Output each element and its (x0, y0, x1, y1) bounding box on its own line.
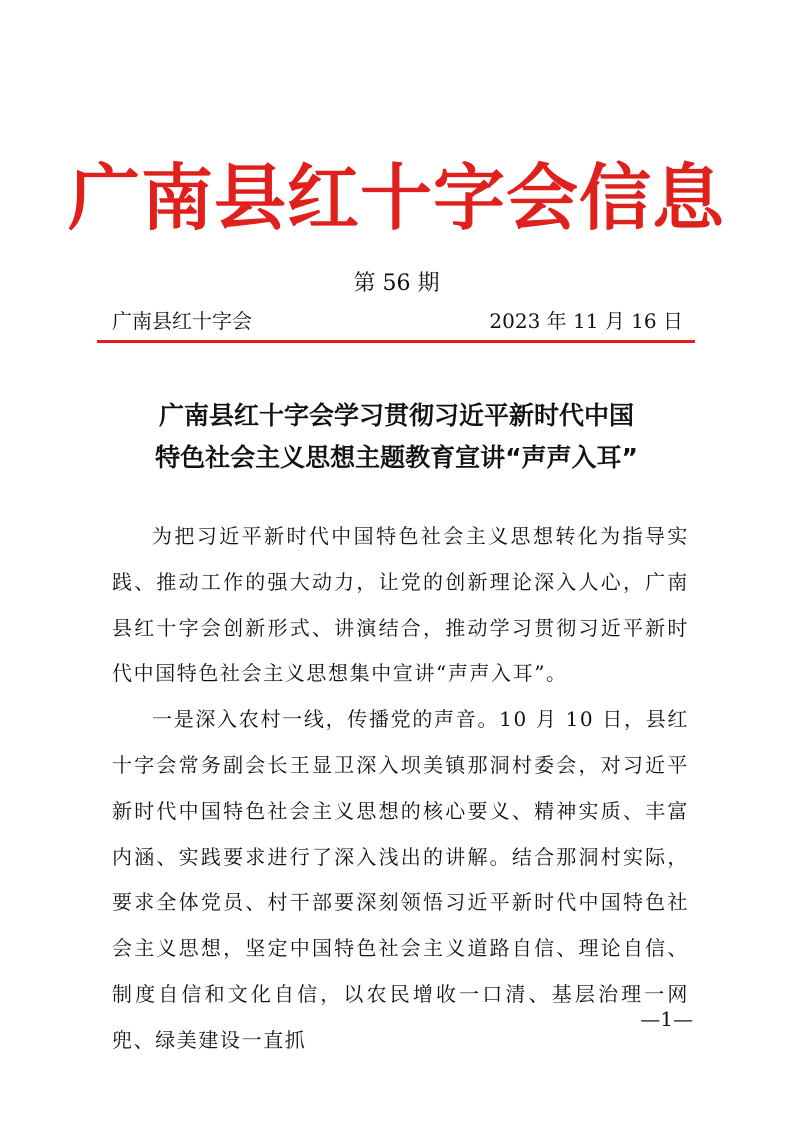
article-title-line: 特色社会主义思想主题教育宣讲“声声入耳” (155, 443, 638, 472)
page-number: —1— (640, 1007, 693, 1031)
issue-date: 2023 年 11 月 16 日 (489, 309, 683, 333)
article-title-line: 广南县红十字会学习贯彻习近平新时代中国 (158, 401, 634, 430)
body-paragraph: 为把习近平新时代中国特色社会主义思想转化为指导实践、推动工作的强大动力，让党的创新理论深入人心，广南县红十字会创新形式、讲演结合，推动学习贯彻习近平新时代中国特色社会主义思想集中宣讲“声声入耳”。 (112, 524, 689, 686)
masthead-title: 广南县红十字会信息 (67, 156, 725, 240)
issuing-organization: 广南县红十字会 (112, 309, 252, 333)
body-paragraph: 一是深入农村一线，传播党的声音。10 月 10 日，县红十字会常务副会长王显卫深入坝美镇那洞村委会，对习近平新时代中国特色社会主义思想的核心要义、精神实质、丰富内涵、实践要求进行了深入浅出的讲解。结合那洞村实际，要求全体党员、村干部要深刻领悟习近平新时代中国特色社会主义思想，坚定中国特色社会主义道路自信、理论自信、制度自信和文化自信，以农民增收一口清、基层治理一网兜、绿美建设一直抓 (112, 707, 689, 1052)
issue-number: 第 56 期 (353, 271, 440, 296)
red-divider-rule (97, 340, 695, 343)
article-body (112, 514, 689, 1064)
article-title (95, 395, 698, 479)
